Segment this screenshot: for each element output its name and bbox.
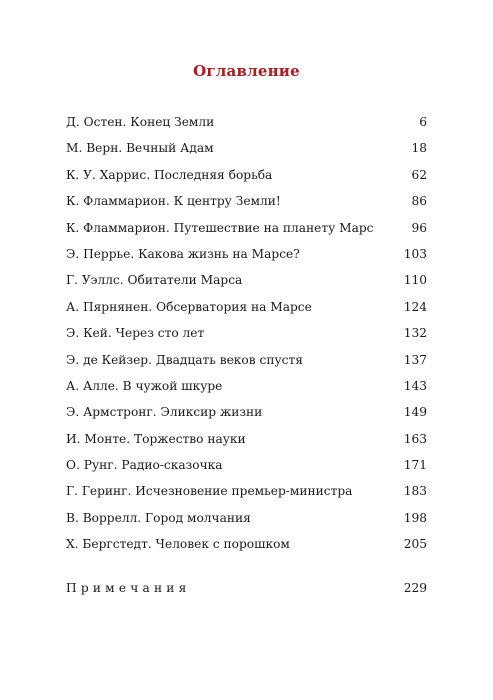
- toc-entry[interactable]: [66, 270, 427, 296]
- toc-entry-page: 205: [403, 537, 427, 552]
- toc-entry-page: 6: [419, 115, 427, 129]
- toc-entry-title: Э. де Кейзер. Двадцать веков спустя: [66, 352, 303, 367]
- toc-entry-title: К. Фламмарион. Путешествие на планету Марс: [66, 220, 374, 235]
- toc-entry-page: 163: [403, 431, 427, 446]
- toc-entry[interactable]: [66, 165, 427, 191]
- toc-entry[interactable]: [66, 429, 427, 455]
- toc-entry-page: 137: [403, 352, 427, 367]
- toc-entry-title: Х. Бергстедт. Человек с порошком: [66, 537, 290, 552]
- toc-entry-page: 183: [403, 484, 427, 499]
- toc-entry-title: В. Воррелл. Город молчания: [66, 510, 251, 525]
- toc-entry-page: 110: [403, 273, 427, 288]
- toc-entry[interactable]: [66, 112, 427, 138]
- toc-entry[interactable]: [66, 376, 427, 402]
- toc-entry-title: И. Монте. Торжество науки: [66, 431, 246, 446]
- page-title: Оглавление: [193, 62, 300, 80]
- toc-entry-page: 86: [411, 194, 427, 209]
- toc-entry-title: Э. Армстронг. Эликсир жизни: [66, 405, 263, 420]
- toc-entry[interactable]: [66, 191, 427, 217]
- toc-entry[interactable]: [66, 350, 427, 376]
- toc-entry[interactable]: [66, 323, 427, 349]
- toc-entry-page: 143: [403, 378, 427, 393]
- table-of-contents: [66, 112, 427, 561]
- toc-entry-page: 124: [403, 299, 427, 314]
- toc-entry-title: О. Рунг. Радио-сказочка: [66, 458, 223, 473]
- toc-entry[interactable]: [66, 481, 427, 507]
- toc-entry[interactable]: [66, 138, 427, 164]
- toc-entry[interactable]: [66, 402, 427, 428]
- toc-entry-title: К. Фламмарион. К центру Земли!: [66, 194, 281, 209]
- toc-entry-page: 171: [403, 458, 427, 473]
- toc-entry-title: К. У. Харрис. Последняя борьба: [66, 167, 273, 182]
- toc-entry-title: Э. Кей. Через сто лет: [66, 326, 205, 341]
- notes-title: Примечания: [66, 581, 191, 595]
- toc-entry[interactable]: [66, 455, 427, 481]
- toc-entry[interactable]: [66, 534, 427, 560]
- toc-entry-page: 198: [403, 510, 427, 525]
- toc-entry[interactable]: [66, 508, 427, 534]
- toc-entry[interactable]: [66, 218, 427, 244]
- toc-entry-page: 62: [411, 167, 427, 182]
- toc-entry-title: М. Верн. Вечный Адам: [66, 141, 214, 156]
- toc-entry-title: Э. Перрье. Какова жизнь на Марсе?: [66, 246, 300, 261]
- toc-entry-page: 96: [411, 220, 427, 235]
- toc-entry-title: Г. Уэллс. Обитатели Марса: [66, 273, 243, 288]
- toc-entry-page: 132: [403, 326, 427, 341]
- toc-entry-title: Д. Остен. Конец Земли: [66, 115, 215, 129]
- toc-entry-page: 149: [403, 405, 427, 420]
- notes-page: 229: [403, 581, 427, 595]
- toc-entry-title: А. Пярнянен. Обсерватория на Марсе: [66, 299, 312, 314]
- toc-entry-page: 103: [403, 246, 427, 261]
- toc-entry-title: А. Алле. В чужой шкуре: [66, 378, 223, 393]
- toc-entry[interactable]: [66, 244, 427, 270]
- toc-entry-notes[interactable]: [66, 578, 427, 598]
- toc-entry[interactable]: [66, 297, 427, 323]
- toc-entry-title: Г. Геринг. Исчезновение премьер-министра: [66, 484, 353, 499]
- toc-entry-page: 18: [411, 141, 427, 156]
